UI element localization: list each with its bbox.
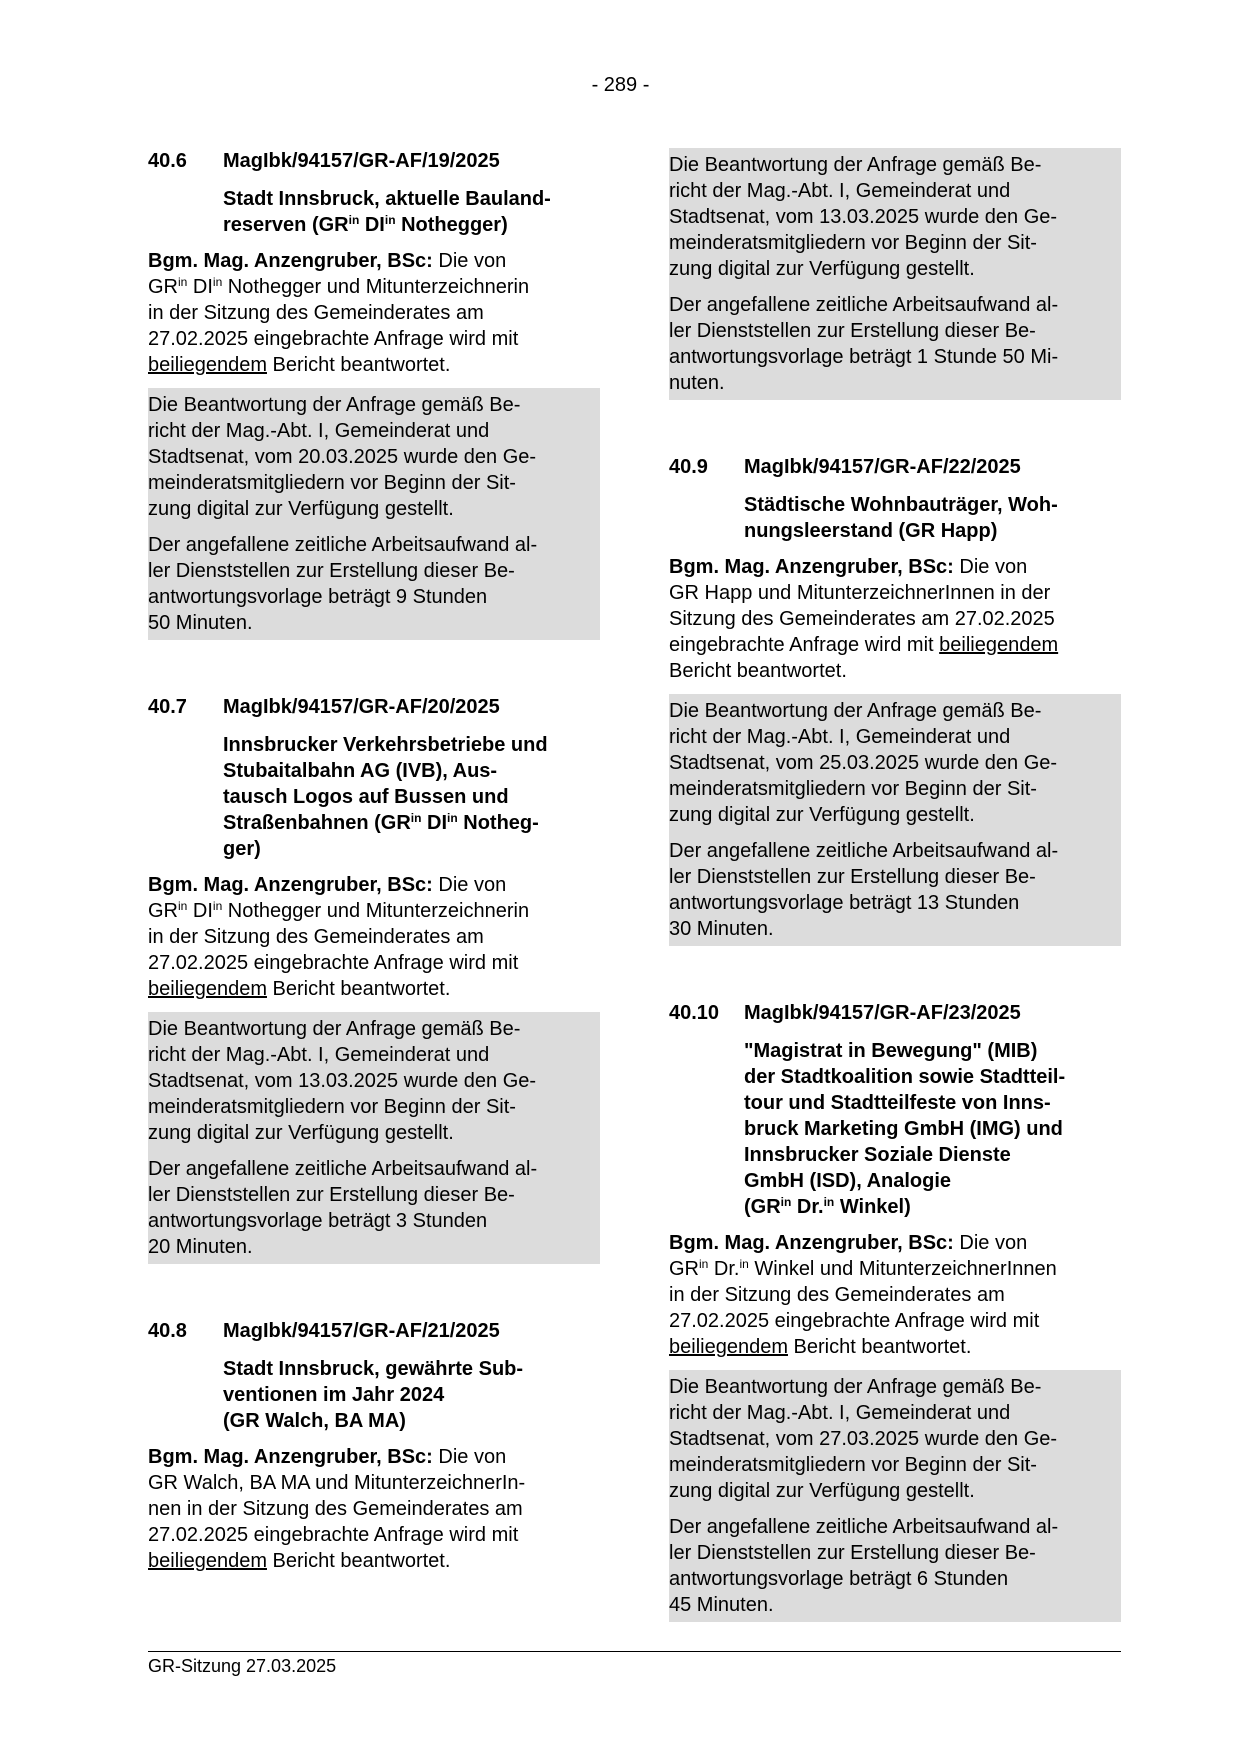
info-text: Die Beantwortung der Anfrage gemäß Be-: [669, 154, 1042, 176]
info-date: Stadtsenat, vom 20.03.2025 wurde den Ge-: [148, 446, 537, 468]
title-line: Winkel): [834, 1196, 911, 1218]
left-column: [148, 148, 600, 1574]
answer-text: Die von: [959, 1232, 1028, 1254]
info-text: richt der Mag.-Abt. I, Gemeinderat und: [669, 726, 1011, 748]
effort-duration: antwortungsvorlage beträgt 3 Stunden: [148, 1210, 488, 1232]
info-date: Stadtsenat, vom 13.03.2025 wurde den Ge-: [148, 1070, 537, 1092]
answer-text: Nothegger und Mitunterzeichnerin: [222, 276, 530, 298]
item-header: [669, 454, 1121, 480]
item-reference: MagIbk/94157/GR-AF/23/2025: [744, 1002, 1021, 1024]
answer-text: GR Walch, BA MA und MitunterzeichnerIn-: [148, 1472, 526, 1494]
agenda-item-40-7: [148, 694, 600, 1264]
title-line: Stadt Innsbruck, aktuelle Bauland-: [223, 188, 551, 210]
title-line: Nothegger): [395, 214, 508, 236]
report-link: beiliegendem: [148, 354, 267, 376]
info-text: richt der Mag.-Abt. I, Gemeinderat und: [148, 1044, 490, 1066]
answer-paragraph: [669, 554, 1121, 684]
title-line: reserven (GR: [223, 214, 349, 236]
effort-duration: nuten.: [669, 372, 725, 394]
effort-duration: 20 Minuten.: [148, 1236, 253, 1258]
effort-text: ler Dienststellen zur Erstellung dieser Be-: [148, 1184, 515, 1206]
answer-text: eingebrachte Anfrage wird mit: [669, 634, 934, 656]
item-title: [223, 186, 600, 238]
info-date: Stadtsenat, vom 25.03.2025 wurde den Ge-: [669, 752, 1058, 774]
effort-duration: antwortungsvorlage beträgt 9 Stunden: [148, 586, 488, 608]
answer-paragraph: [148, 248, 600, 378]
item-header: [148, 694, 600, 720]
item-header: [148, 148, 600, 174]
superscript: in: [178, 899, 188, 913]
item-number: 40.10: [669, 1002, 720, 1024]
answer-text: 27.02.2025 eingebrachte Anfrage wird mit: [669, 1310, 1040, 1332]
info-text: Die Beantwortung der Anfrage gemäß Be-: [669, 700, 1042, 722]
report-link: beiliegendem: [148, 978, 267, 1000]
info-text: zung digital zur Verfügung gestellt.: [669, 258, 975, 280]
title-line: (GR Walch, BA MA): [223, 1410, 406, 1432]
superscript: in: [384, 213, 396, 227]
superscript: in: [212, 899, 223, 913]
info-text: zung digital zur Verfügung gestellt.: [148, 498, 454, 520]
footer-text: GR-Sitzung 27.03.2025: [148, 1656, 337, 1676]
effort-text: ler Dienststellen zur Erstellung dieser Be-: [669, 1542, 1036, 1564]
info-text: richt der Mag.-Abt. I, Gemeinderat und: [669, 180, 1011, 202]
answer-text: Sitzung des Gemeinderates am 27.02.2025: [669, 608, 1055, 630]
title-line: Städtische Wohnbauträger, Woh-: [744, 494, 1058, 516]
title-line: ger): [223, 838, 261, 860]
answer-text: Die von: [959, 556, 1028, 578]
item-reference: MagIbk/94157/GR-AF/22/2025: [744, 456, 1021, 478]
report-link: beiliegendem: [669, 1336, 788, 1358]
superscript: in: [699, 1257, 709, 1271]
item-reference: MagIbk/94157/GR-AF/20/2025: [223, 696, 500, 718]
info-date: Stadtsenat, vom 27.03.2025 wurde den Ge-: [669, 1428, 1058, 1450]
answer-text: GR Happ und MitunterzeichnerInnen in der: [669, 582, 1051, 604]
effort-text: ler Dienststellen zur Erstellung dieser Be-: [669, 320, 1036, 342]
title-line: tausch Logos auf Bussen und: [223, 786, 509, 808]
speaker: Bgm. Mag. Anzengruber, BSc:: [148, 250, 433, 272]
info-text: meinderatsmitgliedern vor Beginn der Sit-: [669, 1454, 1037, 1476]
right-column: [669, 148, 1121, 1622]
item-number: 40.6: [148, 150, 187, 172]
answer-text: DI: [187, 900, 213, 922]
answer-text: Bericht beantwortet.: [272, 1550, 451, 1572]
effort-text: Der angefallene zeitliche Arbeitsaufwand al-: [148, 534, 538, 556]
effort-text: ler Dienststellen zur Erstellung dieser Be-: [148, 560, 515, 582]
title-line: Innsbrucker Verkehrsbetriebe und: [223, 734, 548, 756]
title-line: Innsbrucker Soziale Dienste: [744, 1144, 1011, 1166]
info-text: meinderatsmitgliedern vor Beginn der Sit-: [669, 778, 1037, 800]
speaker: Bgm. Mag. Anzengruber, BSc:: [669, 556, 954, 578]
superscript: in: [212, 275, 223, 289]
item-title: [744, 1038, 1121, 1220]
effort-text: Der angefallene zeitliche Arbeitsaufwand al-: [148, 1158, 538, 1180]
title-line: GmbH (ISD), Analogie: [744, 1170, 952, 1192]
report-link: beiliegendem: [148, 1550, 267, 1572]
answer-text: in der Sitzung des Gemeinderates am: [669, 1284, 1005, 1306]
effort-text: Der angefallene zeitliche Arbeitsaufwand al-: [669, 294, 1059, 316]
item-number: 40.9: [669, 456, 708, 478]
answer-text: Die von: [438, 1446, 507, 1468]
info-text: meinderatsmitgliedern vor Beginn der Sit-: [669, 232, 1037, 254]
info-text: meinderatsmitgliedern vor Beginn der Sit-: [148, 472, 516, 494]
effort-duration: 50 Minuten.: [148, 612, 253, 634]
answer-text: Bericht beantwortet.: [272, 978, 451, 1000]
effort-duration: antwortungsvorlage beträgt 13 Stunden: [669, 892, 1020, 914]
superscript: in: [410, 811, 422, 825]
item-number: 40.8: [148, 1320, 187, 1342]
answer-text: nen in der Sitzung des Gemeinderates am: [148, 1498, 523, 1520]
title-line: ventionen im Jahr 2024: [223, 1384, 445, 1406]
item-number: 40.7: [148, 696, 187, 718]
superscript: in: [348, 213, 360, 227]
superscript: in: [178, 275, 188, 289]
page-number: - 289 -: [591, 74, 650, 96]
answer-text: Die von: [438, 874, 507, 896]
item-title: [223, 1356, 600, 1434]
effort-duration: antwortungsvorlage beträgt 1 Stunde 50 Mi-: [669, 346, 1059, 368]
title-line: tour und Stadtteilfeste von Inns-: [744, 1092, 1051, 1114]
answer-paragraph: [148, 872, 600, 1002]
info-box: [148, 1012, 600, 1264]
info-text: zung digital zur Verfügung gestellt.: [669, 804, 975, 826]
answer-text: GR: [669, 1258, 699, 1280]
answer-paragraph: [148, 1444, 600, 1574]
answer-text: Die von: [438, 250, 507, 272]
title-line: der Stadtkoalition sowie Stadtteil-: [744, 1066, 1066, 1088]
info-text: meinderatsmitgliedern vor Beginn der Sit-: [148, 1096, 516, 1118]
title-line: Dr.: [791, 1196, 824, 1218]
info-text: Die Beantwortung der Anfrage gemäß Be-: [669, 1376, 1042, 1398]
title-line: DI: [359, 214, 385, 236]
answer-text: GR: [148, 900, 178, 922]
superscript: in: [739, 1257, 749, 1271]
answer-text: GR: [148, 276, 178, 298]
answer-text: Bericht beantwortet.: [669, 660, 847, 682]
item-reference: MagIbk/94157/GR-AF/19/2025: [223, 150, 500, 172]
title-line: (GR: [744, 1196, 781, 1218]
info-box: [669, 148, 1121, 400]
title-line: "Magistrat in Bewegung" (MIB): [744, 1040, 1038, 1062]
answer-text: Bericht beantwortet.: [793, 1336, 972, 1358]
item-title: [744, 492, 1121, 544]
info-date: Stadtsenat, vom 13.03.2025 wurde den Ge-: [669, 206, 1058, 228]
title-line: Stubaitalbahn AG (IVB), Aus-: [223, 760, 498, 782]
speaker: Bgm. Mag. Anzengruber, BSc:: [148, 1446, 433, 1468]
effort-duration: 45 Minuten.: [669, 1594, 774, 1616]
answer-text: Bericht beantwortet.: [272, 354, 451, 376]
superscript: in: [447, 811, 458, 825]
agenda-item-40-10: [669, 1000, 1121, 1622]
info-text: Die Beantwortung der Anfrage gemäß Be-: [148, 394, 521, 416]
title-line: bruck Marketing GmbH (IMG) und: [744, 1118, 1063, 1140]
report-link: beiliegendem: [939, 634, 1059, 656]
superscript: in: [780, 1195, 792, 1209]
speaker: Bgm. Mag. Anzengruber, BSc:: [669, 1232, 954, 1254]
answer-text: 27.02.2025 eingebrachte Anfrage wird mit: [148, 328, 519, 350]
answer-text: in der Sitzung des Gemeinderates am: [148, 302, 484, 324]
info-text: Die Beantwortung der Anfrage gemäß Be-: [148, 1018, 521, 1040]
superscript: in: [823, 1195, 835, 1209]
info-box: [669, 694, 1121, 946]
info-box: [669, 1370, 1121, 1622]
answer-text: in der Sitzung des Gemeinderates am: [148, 926, 484, 948]
answer-text: Dr.: [708, 1258, 740, 1280]
agenda-item-40-8: [148, 1318, 600, 1574]
item-reference: MagIbk/94157/GR-AF/21/2025: [223, 1320, 500, 1342]
info-text: richt der Mag.-Abt. I, Gemeinderat und: [148, 420, 490, 442]
footer-divider: [148, 1651, 1121, 1652]
agenda-item-40-6: [148, 148, 600, 640]
answer-text: DI: [187, 276, 213, 298]
title-line: DI: [421, 812, 448, 834]
info-text: zung digital zur Verfügung gestellt.: [148, 1122, 454, 1144]
effort-text: ler Dienststellen zur Erstellung dieser Be-: [669, 866, 1036, 888]
title-line: nungsleerstand (GR Happ): [744, 520, 998, 542]
title-line: Straßenbahnen (GR: [223, 812, 411, 834]
agenda-item-40-9: [669, 454, 1121, 946]
info-text: richt der Mag.-Abt. I, Gemeinderat und: [669, 1402, 1011, 1424]
answer-text: Nothegger und Mitunterzeichnerin: [222, 900, 530, 922]
answer-text: 27.02.2025 eingebrachte Anfrage wird mit: [148, 952, 519, 974]
title-line: Stadt Innsbruck, gewährte Sub-: [223, 1358, 524, 1380]
item-header: [148, 1318, 600, 1344]
effort-duration: antwortungsvorlage beträgt 6 Stunden: [669, 1568, 1009, 1590]
info-text: zung digital zur Verfügung gestellt.: [669, 1480, 975, 1502]
answer-text: Winkel und MitunterzeichnerInnen: [748, 1258, 1057, 1280]
answer-paragraph: [669, 1230, 1121, 1360]
item-header: [669, 1000, 1121, 1026]
effort-text: Der angefallene zeitliche Arbeitsaufwand al-: [669, 840, 1059, 862]
info-box: [148, 388, 600, 640]
effort-duration: 30 Minuten.: [669, 918, 774, 940]
item-title: [223, 732, 600, 862]
speaker: Bgm. Mag. Anzengruber, BSc:: [148, 874, 433, 896]
title-line: Notheg-: [457, 812, 539, 834]
effort-text: Der angefallene zeitliche Arbeitsaufwand al-: [669, 1516, 1059, 1538]
answer-text: 27.02.2025 eingebrachte Anfrage wird mit: [148, 1524, 519, 1546]
